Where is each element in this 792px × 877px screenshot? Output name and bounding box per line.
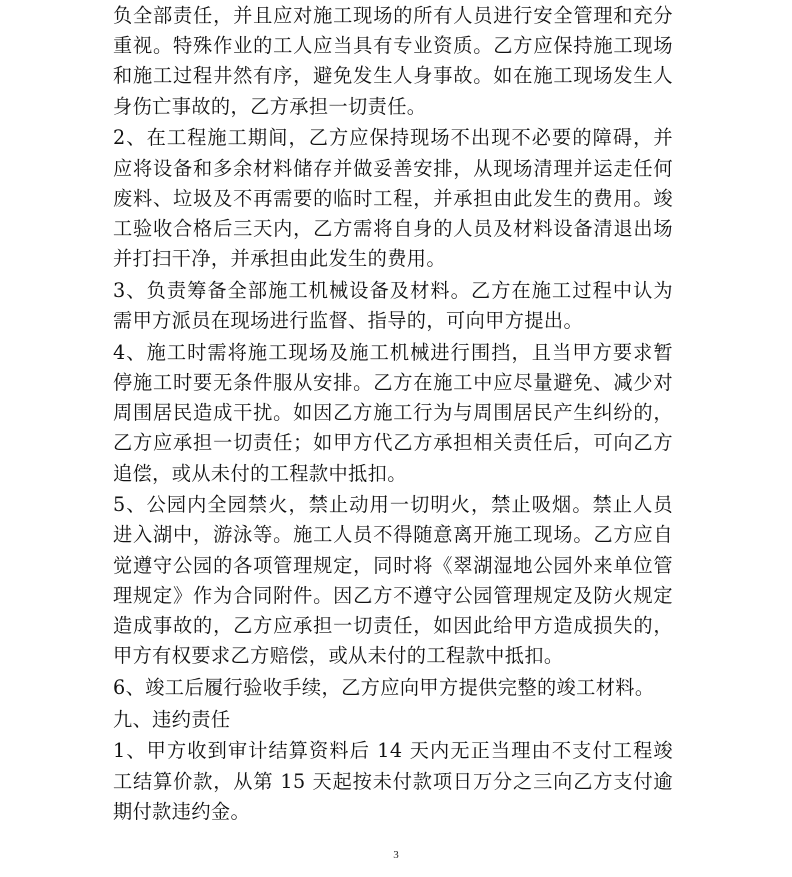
paragraph-breach-item-1: 1、甲方收到审计结算资料后 14 天内无正当理由不支付工程竣工结算价款，从第 15 天起按未付款项日万分之三向乙方支付逾期付款违约金。 — [113, 739, 673, 823]
section-heading-breach: 九、违约责任 — [113, 707, 231, 731]
paragraph-item-5: 5、公园内全园禁火，禁止动用一切明火，禁止吸烟。禁止人员进入湖中，游泳等。施工人员不得随意离开施工现场。乙方应自觉遵守公园的各项管理规定，同时将《翠湖湿地公园外来单位管理规定》作为合同附件。因乙方不遵守公园管理规定及防火规定造成事故的，乙方应承担一切责任，如因此给甲方造成损失的，甲方有权要求乙方赔偿，或从未付的工程款中抵扣。 — [113, 493, 673, 668]
paragraph-safety-responsibility: 负全部责任，并且应对施工现场的所有人员进行安全管理和充分重视。特殊作业的工人应当具有专业资质。乙方应保持施工现场和施工过程井然有序，避免发生人身事故。如在施工现场发生人身伤亡事故的，乙方承担一切责任。 — [113, 4, 673, 118]
page-number: 3 — [393, 849, 399, 861]
paragraph-item-6: 6、竣工后履行验收手续，乙方应向甲方提供完整的竣工材料。 — [113, 675, 655, 699]
paragraph-item-3: 3、负责筹备全部施工机械设备及材料。乙方在施工过程中认为需甲方派员在现场进行监督、指导的，可向甲方提出。 — [113, 278, 673, 333]
paragraph-item-2: 2、在工程施工期间，乙方应保持现场不出现不必要的障碍，并应将设备和多余材料储存并做妥善安排，从现场清理并运走任何废料、垃圾及不再需要的临时工程，并承担由此发生的费用。竣工验收合格后三天内，乙方需将自身的人员及材料设备清退出场并打扫干净，并承担由此发生的费用。 — [113, 126, 673, 271]
paragraph-item-4: 4、施工时需将施工现场及施工机械进行围挡，且当甲方要求暂停施工时要无条件服从安排。乙方在施工中应尽量避免、减少对周围居民造成干扰。如因乙方施工行为与周围居民产生纠纷的，乙方应承担一切责任；如甲方代乙方承担相关责任后，可向乙方追偿，或从未付的工程款中抵扣。 — [113, 340, 673, 485]
document-body — [113, 0, 673, 828]
